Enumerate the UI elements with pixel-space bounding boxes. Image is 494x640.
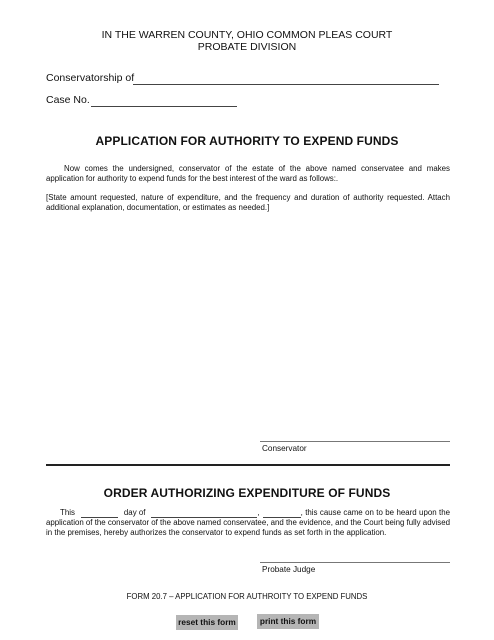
reset-form-button[interactable]: reset this form: [176, 615, 238, 630]
expenditure-details-field[interactable]: [46, 216, 450, 426]
application-title: APPLICATION FOR AUTHORITY TO EXPEND FUNDS: [95, 134, 399, 148]
conservatorship-field[interactable]: [133, 84, 439, 85]
application-paragraph: Now comes the undersigned, conservator of the estate of the above named conservatee and makes application for authority to expend funds for the best interest of the ward as follows:.: [46, 164, 450, 183]
order-day-field[interactable]: [81, 509, 118, 518]
order-word-this: This: [60, 508, 75, 517]
case-no-field[interactable]: [91, 106, 237, 107]
order-text-line1: , this cause came on to be heard upon the: [300, 508, 450, 517]
conservator-signature-line[interactable]: [260, 441, 450, 442]
order-year-field[interactable]: [263, 509, 301, 518]
application-instructions: [State amount requested, nature of expenditure, and the frequency and duration of authority requested. Attach additional explanation, documentation, or estimates as needed.]: [46, 193, 450, 212]
form-id: FORM 20.7 – APPLICATION FOR AUTHROITY TO EXPEND FUNDS: [126, 592, 368, 601]
conservatorship-label: Conservatorship of: [46, 72, 135, 84]
judge-signature-label: Probate Judge: [262, 565, 316, 574]
court-name: IN THE WARREN COUNTY, OHIO COMMON PLEAS COURT: [101, 29, 393, 41]
order-month-field[interactable]: [151, 508, 260, 518]
order-title: ORDER AUTHORIZING EXPENDITURE OF FUNDS: [103, 486, 391, 500]
order-word-day-of: day of: [123, 508, 146, 517]
conservator-signature-label: Conservator: [262, 444, 307, 453]
order-paragraph: [46, 508, 450, 538]
judge-signature-line[interactable]: [260, 562, 450, 563]
order-paragraph-rest: application of the conservator of the above named conservatee, and the evidence, and the Court being fully advised in the premises, hereby authorizes the conservator to expend funds as set forth in the application.: [46, 518, 451, 537]
print-form-button[interactable]: print this form: [257, 614, 319, 629]
section-divider: [46, 464, 450, 466]
court-header: [0, 29, 494, 53]
order-first-line: [46, 508, 450, 518]
order-comma: ,: [257, 508, 260, 517]
court-division: PROBATE DIVISION: [197, 41, 297, 53]
case-no-label: Case No.: [46, 94, 90, 106]
